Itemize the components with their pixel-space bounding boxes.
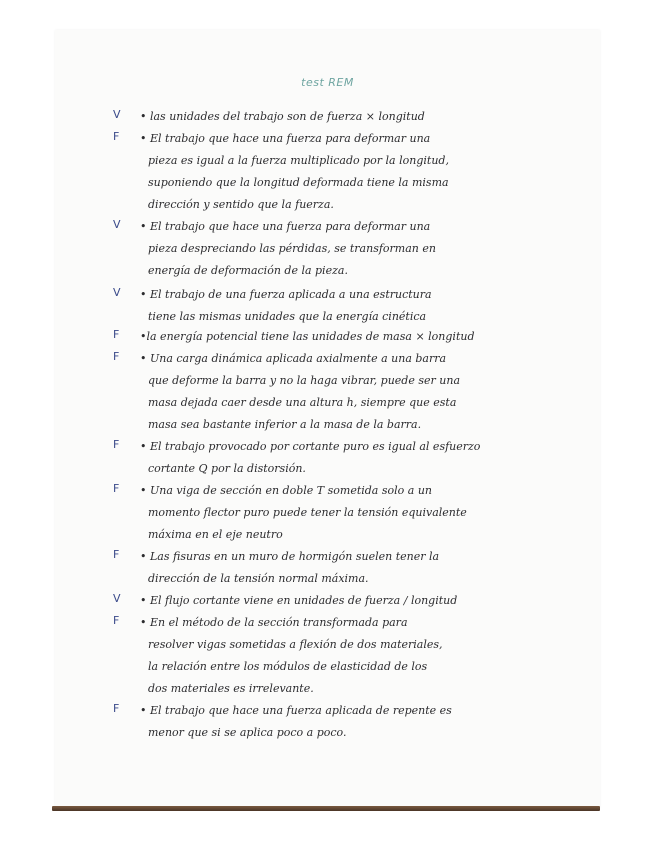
statement-line: • En el método de la sección transformada para [140, 616, 408, 629]
answer-mark: V [113, 286, 121, 299]
statement-text [140, 480, 590, 546]
statement-line: • Las fisuras en un muro de hormigón suelen tener la [140, 550, 440, 563]
answer-mark: F [113, 130, 120, 143]
answer-mark: F [113, 482, 120, 495]
statement-line: dirección y sentido que la fuerza. [148, 198, 334, 211]
statement-line: dirección de la tensión normal máxima. [148, 572, 369, 585]
statement-line: •la energía potencial tiene las unidades de masa × longitud [140, 330, 475, 343]
statement-line: • Una carga dinámica aplicada axialmente a una barra [140, 352, 447, 365]
statement-text [140, 546, 590, 590]
statement-line: • El trabajo que hace una fuerza para deformar una [140, 220, 431, 233]
statement-line: la relación entre los módulos de elasticidad de los [148, 660, 428, 673]
statement-line: • El trabajo que hace una fuerza para deformar una [140, 132, 431, 145]
statement-line: momento flector puro puede tener la tensión equivalente [148, 506, 467, 519]
statement-text [140, 590, 590, 612]
statement-line: • El trabajo provocado por cortante puro es igual al esfuerzo [140, 440, 481, 453]
answer-mark: F [113, 614, 120, 627]
paper-edge [52, 806, 600, 811]
answer-mark: F [113, 702, 120, 715]
answer-mark: V [113, 592, 121, 605]
answer-mark: F [113, 328, 120, 341]
statement-line: suponiendo que la longitud deformada tiene la misma [148, 176, 449, 189]
answer-mark: V [113, 108, 121, 121]
answer-mark: F [113, 438, 120, 451]
statement-text [140, 326, 590, 348]
answer-mark: V [113, 218, 121, 231]
statement-line: energía de deformación de la pieza. [148, 264, 348, 277]
statement-line: pieza despreciando las pérdidas, se transforman en [148, 242, 436, 255]
statement-line: menor que si se aplica poco a poco. [148, 726, 347, 739]
statement-text [140, 216, 590, 282]
statement-text [140, 284, 590, 328]
statement-line: pieza es igual a la fuerza multiplicado por la longitud, [148, 154, 449, 167]
page-title: test REM [301, 76, 354, 89]
statement-text [140, 436, 590, 480]
statement-text [140, 700, 590, 744]
statement-line: masa sea bastante inferior a la masa de la barra. [148, 418, 422, 431]
statement-line: máxima en el eje neutro [148, 528, 283, 541]
statement-text [140, 128, 590, 216]
statement-line: • El trabajo de una fuerza aplicada a una estructura [140, 288, 432, 301]
statement-line: • El flujo cortante viene en unidades de fuerza / longitud [140, 594, 458, 607]
statement-line: tiene las mismas unidades que la energía cinética [148, 310, 427, 323]
statement-line: masa dejada caer desde una altura h, siempre que esta [148, 396, 457, 409]
statement-line: dos materiales es irrelevante. [148, 682, 314, 695]
statement-line: que deforme la barra y no la haga vibrar, puede ser una [148, 374, 460, 387]
statement-line: • Una viga de sección en doble T sometida solo a un [140, 484, 432, 497]
statement-text [140, 612, 590, 700]
statement-line: resolver vigas sometidas a flexión de dos materiales, [148, 638, 443, 651]
statement-text [140, 106, 590, 128]
statement-line: • El trabajo que hace una fuerza aplicada de repente es [140, 704, 452, 717]
statement-line: cortante Q por la distorsión. [148, 462, 306, 475]
statement-text [140, 348, 590, 436]
answer-mark: F [113, 350, 120, 363]
statement-line: • las unidades del trabajo son de fuerza × longitud [140, 110, 425, 123]
answer-mark: F [113, 548, 120, 561]
